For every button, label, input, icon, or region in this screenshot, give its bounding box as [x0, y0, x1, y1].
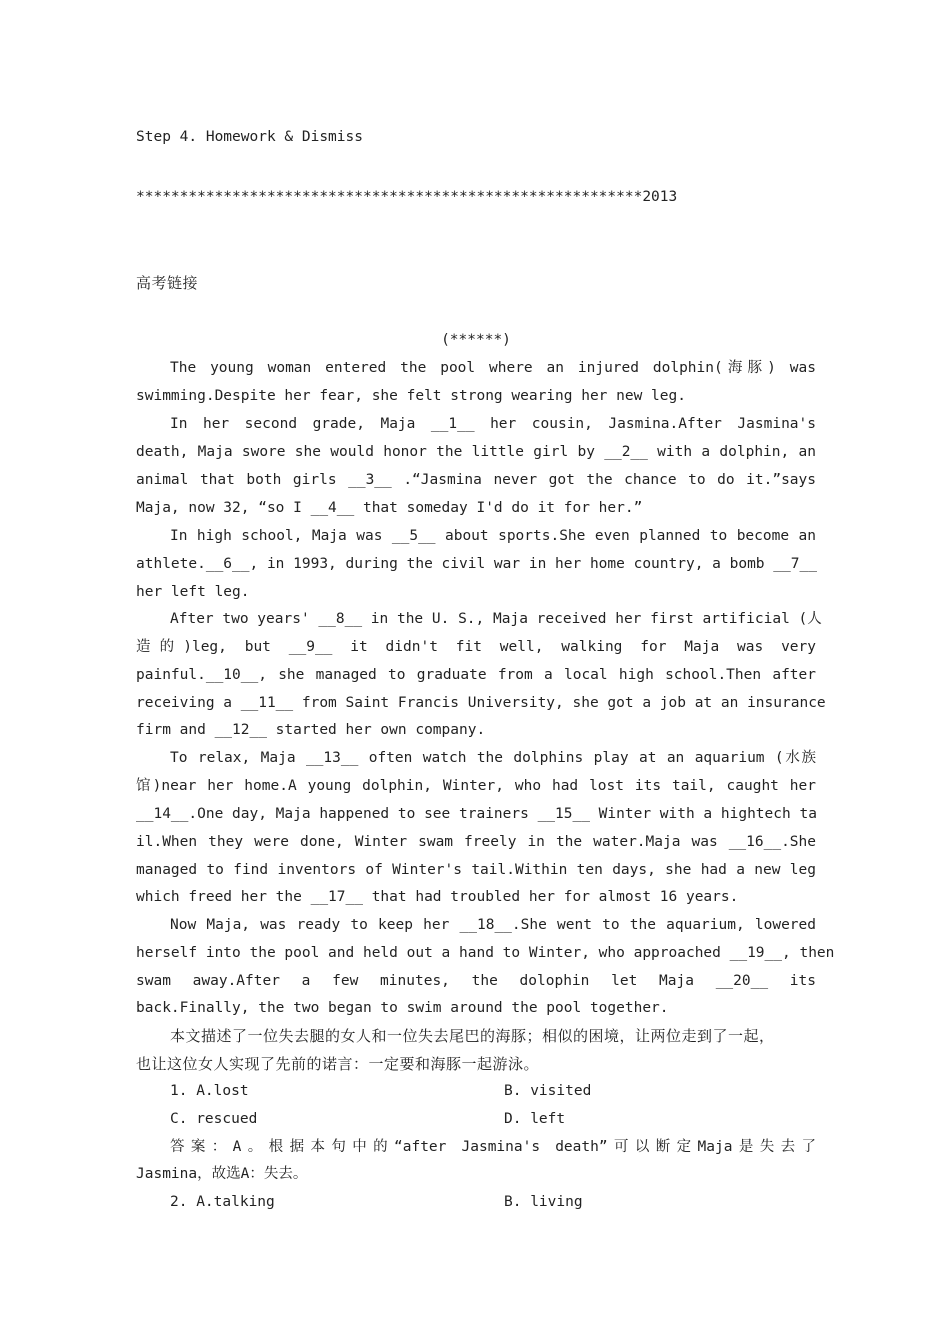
- question-2: [136, 1192, 816, 1212]
- q1-answer-line: Jasmina，故选A：失去。: [136, 1166, 308, 1182]
- q1-answer-line: 答案：A。根据本句中的“after Jasmina's death”可以断定Maja是失去了: [170, 1139, 816, 1155]
- passage-line: firm and __12__ started her own company.: [136, 722, 486, 738]
- passage-line: swam away.After a few minutes, the dolophin let Maja __20__ its: [136, 973, 816, 989]
- passage-line: In high school, Maja was __5__ about sports.She even planned to become an: [170, 528, 816, 544]
- passage-line: 馆)near her home.A young dolphin, Winter, who had lost its tail, caught her: [136, 778, 816, 794]
- passage-line: animal that both girls __3__ .“Jasmina never got the chance to do it.”says: [136, 472, 816, 488]
- q1-option-c: C. rescued: [170, 1111, 258, 1127]
- passage-line: 造的)leg, but __9__ it didn't fit well, walking for Maja was very: [136, 639, 816, 655]
- q1-option-a: 1. A.lost: [170, 1083, 249, 1099]
- passage-line: __14__.One day, Maja happened to see trainers __15__ Winter with a hightech ta: [136, 806, 817, 822]
- q2-option-b: B. living: [504, 1194, 583, 1210]
- passage-line: her left leg.: [136, 584, 250, 600]
- summary-line: 本文描述了一位失去腿的女人和一位失去尾巴的海豚；相似的困境，让两位走到了一起，: [170, 1027, 775, 1045]
- passage-line: back.Finally, the two began to swim around the pool together.: [136, 1000, 669, 1016]
- passage-line: In her second grade, Maja __1__ her cousin, Jasmina.After Jasmina's: [170, 416, 816, 432]
- passage-line: To relax, Maja __13__ often watch the dolphins play at an aquarium (水族: [170, 750, 816, 766]
- passage-line: managed to find inventors of Winter's tail.Within ten days, she had a new leg: [136, 862, 816, 878]
- q2-option-a: 2. A.talking: [170, 1194, 275, 1210]
- q1-option-d: D. left: [504, 1111, 566, 1127]
- passage-line: swimming.Despite her fear, she felt strong wearing her new leg.: [136, 388, 686, 404]
- passage-line: herself into the pool and held out a hand to Winter, who approached __19__, then: [136, 945, 835, 961]
- step-heading: Step 4. Homework & Dismiss: [136, 129, 363, 145]
- passage-line: The young woman entered the pool where an injured dolphin(海豚) was: [170, 360, 816, 376]
- summary-line: 也让这位女人实现了先前的诺言：一定要和海豚一起游泳。: [136, 1055, 540, 1073]
- q1-option-b: B. visited: [504, 1083, 592, 1099]
- question-1-row-2: [136, 1109, 816, 1129]
- question-1: [136, 1081, 816, 1101]
- passage-line: il.When they were done, Winter swam freely in the water.Maja was __16__.She: [136, 834, 816, 850]
- passage-line: After two years' __8__ in the U. S., Maja received her first artificial (人: [170, 611, 822, 627]
- passage-line: Now Maja, was ready to keep her __18__.She went to the aquarium, lowered: [170, 917, 816, 933]
- section-title: 高考链接: [136, 274, 199, 292]
- passage-line: athlete.__6__, in 1993, during the civil war in her home country, a bomb __7__: [136, 556, 817, 572]
- passage-line: which freed her the __17__ that had troubled her for almost 16 years.: [136, 889, 739, 905]
- passage-line: death, Maja swore she would honor the little girl by __2__ with a dolphin, an: [136, 444, 816, 460]
- separator-line: **********************************************************2013: [136, 189, 678, 205]
- passage-line: receiving a __11__ from Saint Francis University, she got a job at an insurance: [136, 695, 826, 711]
- passage-line: Maja, now 32, “so I __4__ that someday I'd do it for her.”: [136, 500, 643, 516]
- passage-line: painful.__10__, she managed to graduate from a local high school.Then after: [136, 667, 816, 683]
- stars-label: (******): [441, 332, 511, 348]
